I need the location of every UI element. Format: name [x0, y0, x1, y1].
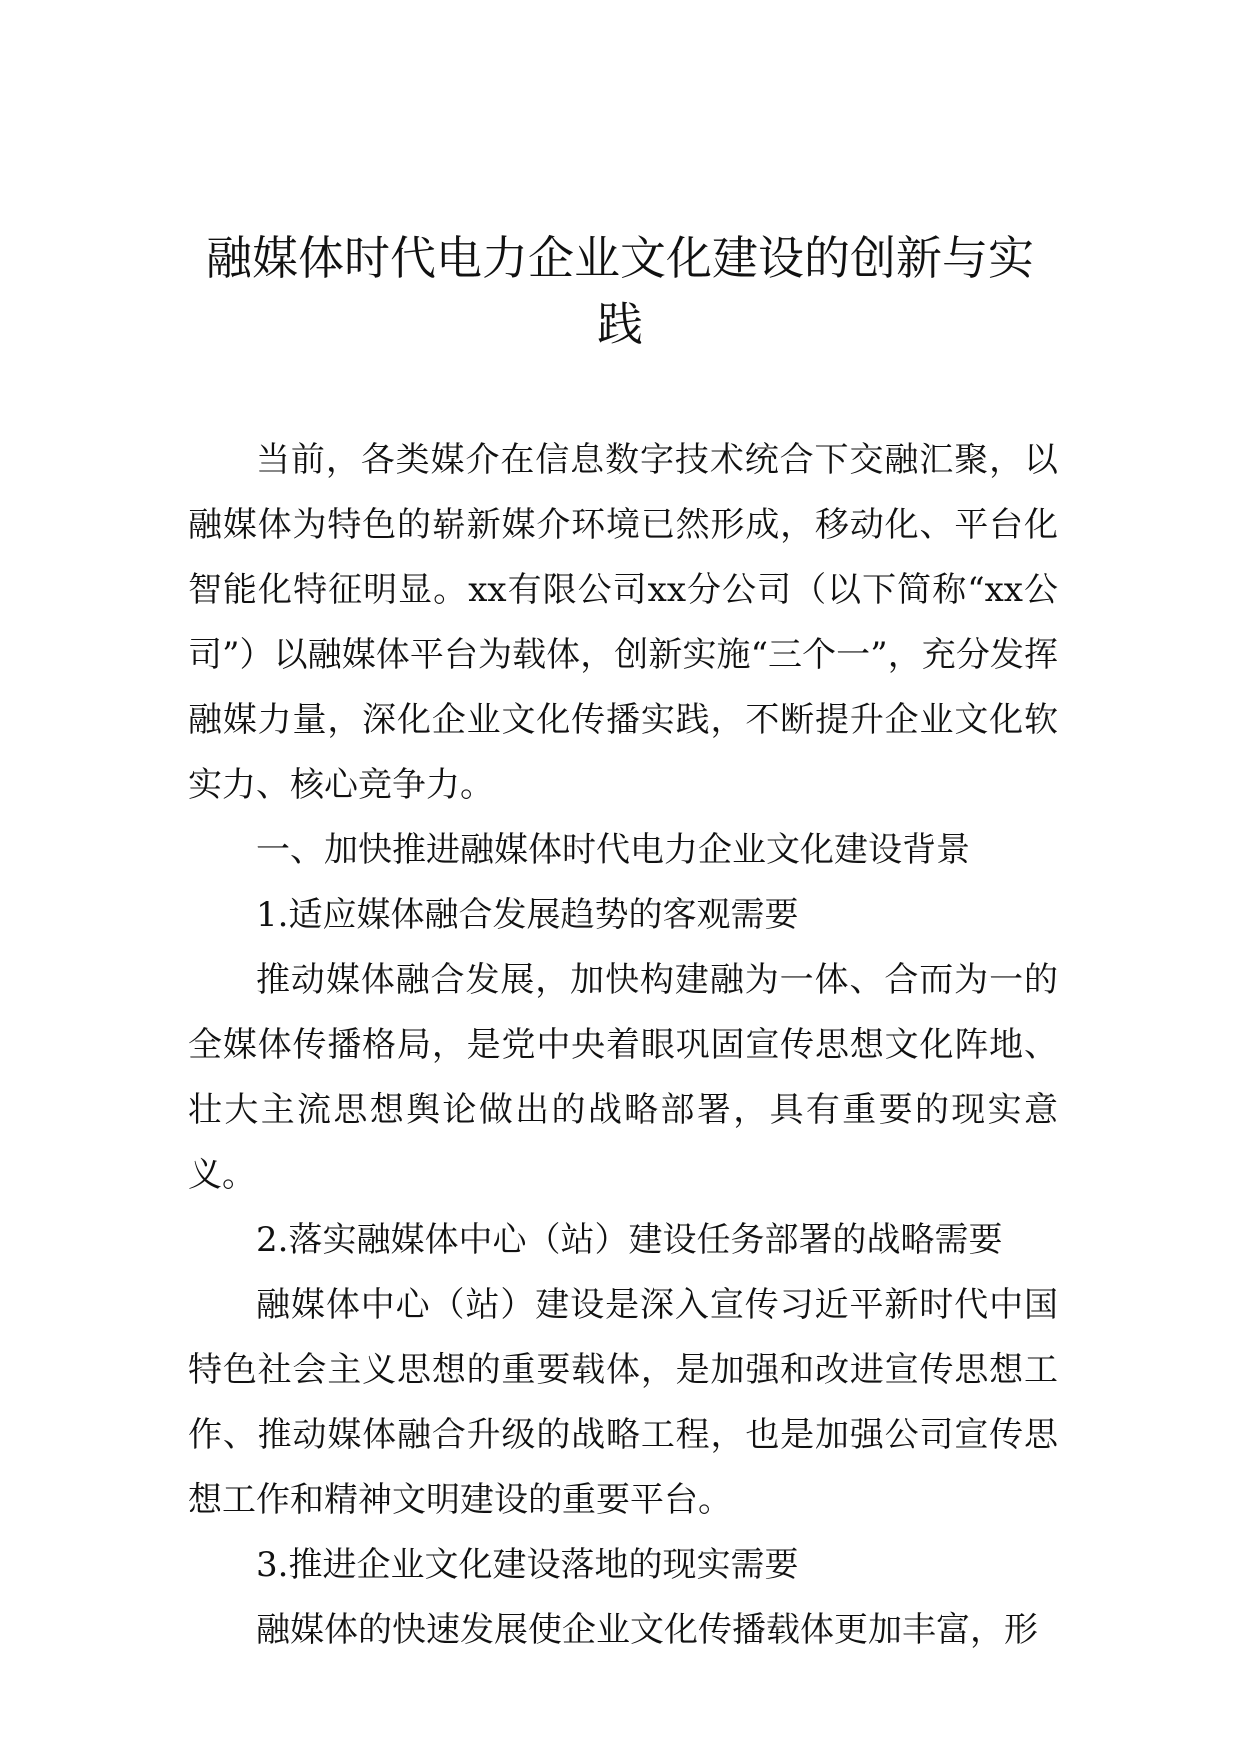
body-paragraph-3: 融媒体的快速发展使企业文化传播载体更加丰富，形 — [256, 1610, 1038, 1650]
body-paragraph-1: 推动媒体融合发展，加快构建融为一体、合而为一的全媒体传播格局，是党中央着眼巩固宣传思想文化阵地、壮大主流思想舆论做出的战略部署，具有重要的现实意义。 — [188, 960, 1058, 1195]
subsection-heading-3: 3.推进企业文化建设落地的现实需要 — [256, 1545, 799, 1585]
intro-paragraph: 当前，各类媒介在信息数字技术统合下交融汇聚，以融媒体为特色的崭新媒介环境已然形成，移动化、平台化智能化特征明显。xx有限公司xx分公司（以下简称“xx公司”）以融媒体平台为载体，创新实施“三个一”，充分发挥融媒力量，深化企业文化传播实践，不断提升企业文化软实力、核心竞争力。 — [188, 440, 1058, 805]
document-body — [188, 428, 1058, 1663]
section-heading-1: 一、加快推进融媒体时代电力企业文化建设背景 — [256, 830, 970, 870]
body-paragraph-2: 融媒体中心（站）建设是深入宣传习近平新时代中国特色社会主义思想的重要载体，是加强和改进宣传思想工作、推动媒体融合升级的战略工程，也是加强公司宣传思想工作和精神文明建设的重要平台。 — [188, 1285, 1058, 1520]
subsection-heading-1: 1.适应媒体融合发展趋势的客观需要 — [256, 895, 799, 935]
subsection-heading-2: 2.落实融媒体中心（站）建设任务部署的战略需要 — [256, 1220, 1003, 1260]
document-title: 融媒体时代电力企业文化建设的创新与实践 — [206, 231, 1034, 351]
